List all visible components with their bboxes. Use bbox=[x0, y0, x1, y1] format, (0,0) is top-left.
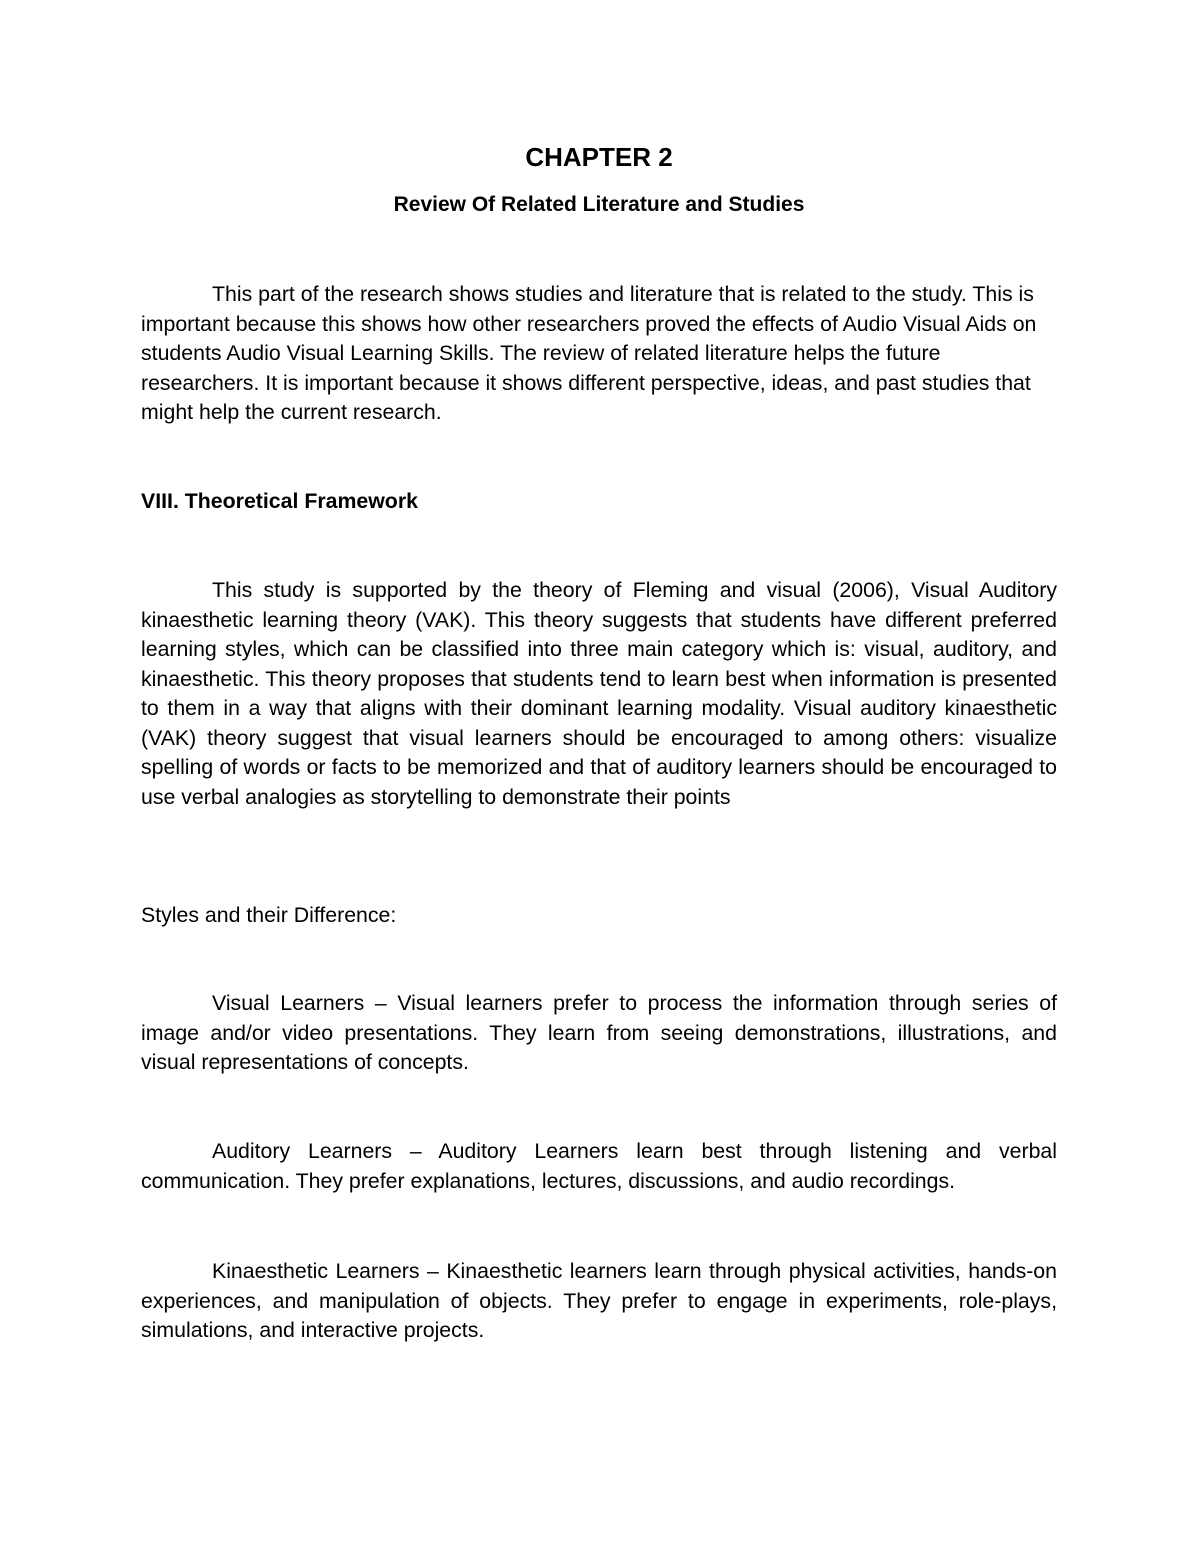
intro-paragraph: This part of the research shows studies and literature that is related to the study. This is important because this shows how other researchers proved the effects of Audio Visual Aids on students Audio Visual Learning Skills. The review of related literature helps the future researchers. It is important because it shows different perspective, ideas, and past studies that might help the current research. bbox=[141, 282, 1037, 424]
auditory-learners-paragraph: Auditory Learners – Auditory Learners learn best through listening and verbal communication. They prefer explanations, lectures, discussions, and audio recordings. bbox=[141, 1139, 1057, 1193]
styles-label: Styles and their Difference: bbox=[141, 903, 397, 927]
kinaesthetic-learners-paragraph: Kinaesthetic Learners – Kinaesthetic learners learn through physical activities, hands-on experiences, and manipulation of objects. They prefer to engage in experiments, role-plays, simulations, and interactive projects. bbox=[141, 1259, 1057, 1342]
chapter-title: CHAPTER 2 bbox=[525, 142, 673, 172]
section-heading-theoretical-framework: VIII. Theoretical Framework bbox=[141, 489, 418, 513]
visual-learners-paragraph: Visual Learners – Visual learners prefer to process the information through series of image and/or video presentations. They learn from seeing demonstrations, illustrations, and visual representations of concepts. bbox=[141, 991, 1057, 1074]
framework-paragraph: This study is supported by the theory of Fleming and visual (2006), Visual Auditory kinaesthetic learning theory (VAK). This theory suggests that students have different preferred learning styles, which can be classified into three main category which is: visual, auditory, and kinaesthetic. This theory proposes that students tend to learn best when information is presented to them in a way that aligns with their dominant learning modality. Visual auditory kinaesthetic (VAK) theory suggest that visual learners should be encouraged to among others: visualize spelling of words or facts to be memorized and that of auditory learners should be encouraged to use verbal analogies as storytelling to demonstrate their points bbox=[141, 578, 1057, 809]
chapter-subtitle: Review Of Related Literature and Studies bbox=[393, 193, 805, 216]
